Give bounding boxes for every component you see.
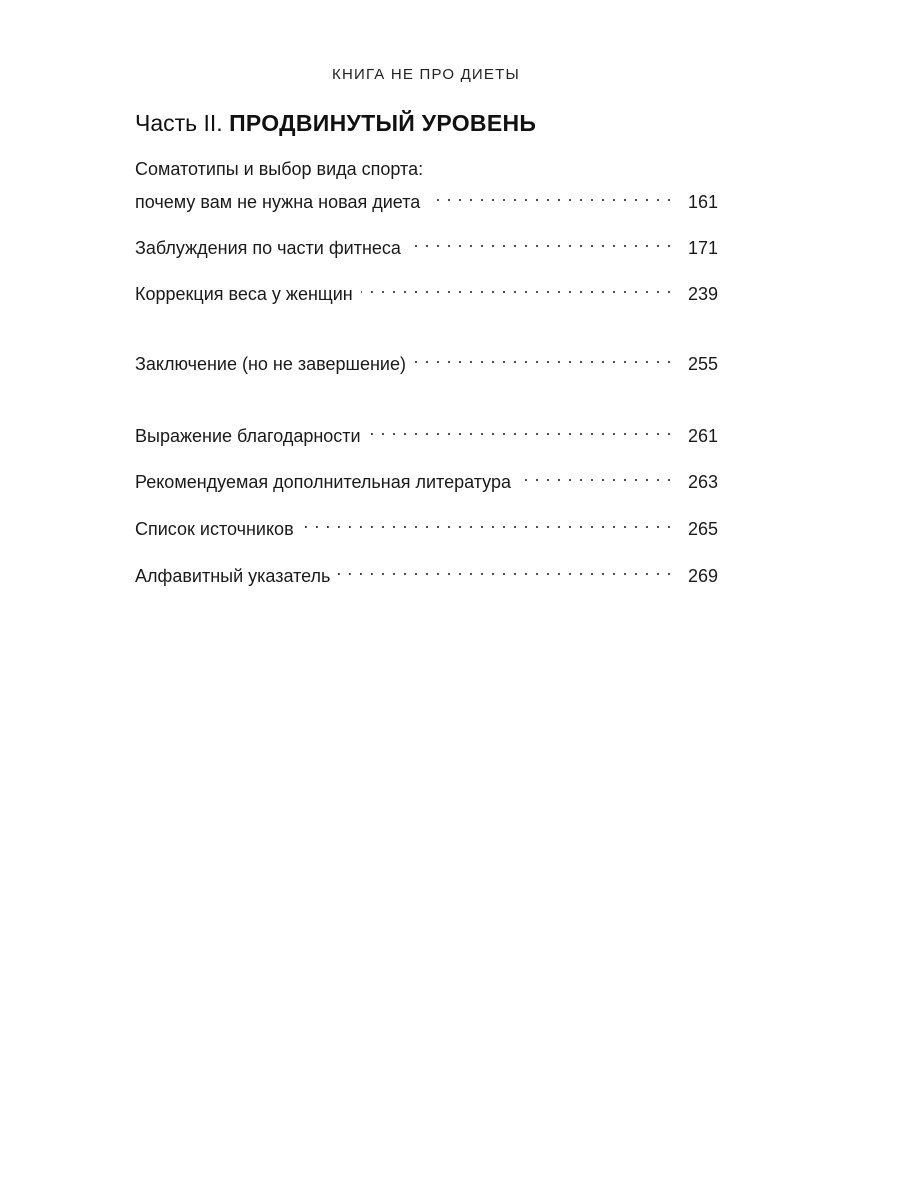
toc-entry-title: Алфавитный указатель [135,566,331,586]
toc-entry-title: Список источников [135,519,294,539]
dot-leader [519,462,672,488]
toc-entry-title: Заключение (но не завершение) [135,354,406,374]
toc-entry-title: Рекомендуемая дополнительная литература [135,472,511,492]
toc-entry-first-line [135,156,718,182]
toc-page-number: 171 [687,238,718,258]
toc-page-number: 255 [687,354,718,374]
toc-page-number: 269 [687,566,718,586]
toc-entry-fitness-myths[interactable] [135,228,718,261]
dot-leader [361,274,672,300]
toc-page-number: 239 [687,284,718,304]
toc-entry-women-weight[interactable] [135,274,718,307]
toc-entry-title: Коррекция веса у женщин [135,284,353,304]
running-head: КНИГА НЕ ПРО ДИЕТЫ [332,66,520,83]
dot-leader [414,344,672,370]
toc-entry-index[interactable] [135,556,718,589]
toc-entry-title-line1: Соматотипы и выбор вида спорта: [135,159,424,179]
toc-page-number: 161 [687,192,718,212]
toc-entry-further-reading[interactable] [135,462,718,495]
dot-leader [428,182,672,208]
toc-page-number: 263 [687,472,718,492]
dot-leader [369,416,672,442]
toc-entry-sources[interactable] [135,509,718,542]
dot-leader [302,509,672,535]
part-heading [135,110,536,137]
toc-entry-title: почему вам не нужна новая диета [135,192,421,212]
toc-entry-title: Заблуждения по части фитнеса [135,238,401,258]
toc-page-number: 261 [687,426,718,446]
toc-entry-conclusion[interactable] [135,344,718,377]
part-title: ПРОДВИНУТЫЙ УРОВЕНЬ [229,110,537,136]
toc-page-number: 265 [687,519,718,539]
dot-leader [338,556,672,582]
toc-entry-title: Выражение благодарности [135,426,361,446]
dot-leader [409,228,672,254]
toc-entry-acknowledgements[interactable] [135,416,718,449]
toc-entry-last-line [135,182,718,215]
toc-entry-somatotypes[interactable] [135,156,718,215]
part-prefix: Часть II. [135,110,223,136]
